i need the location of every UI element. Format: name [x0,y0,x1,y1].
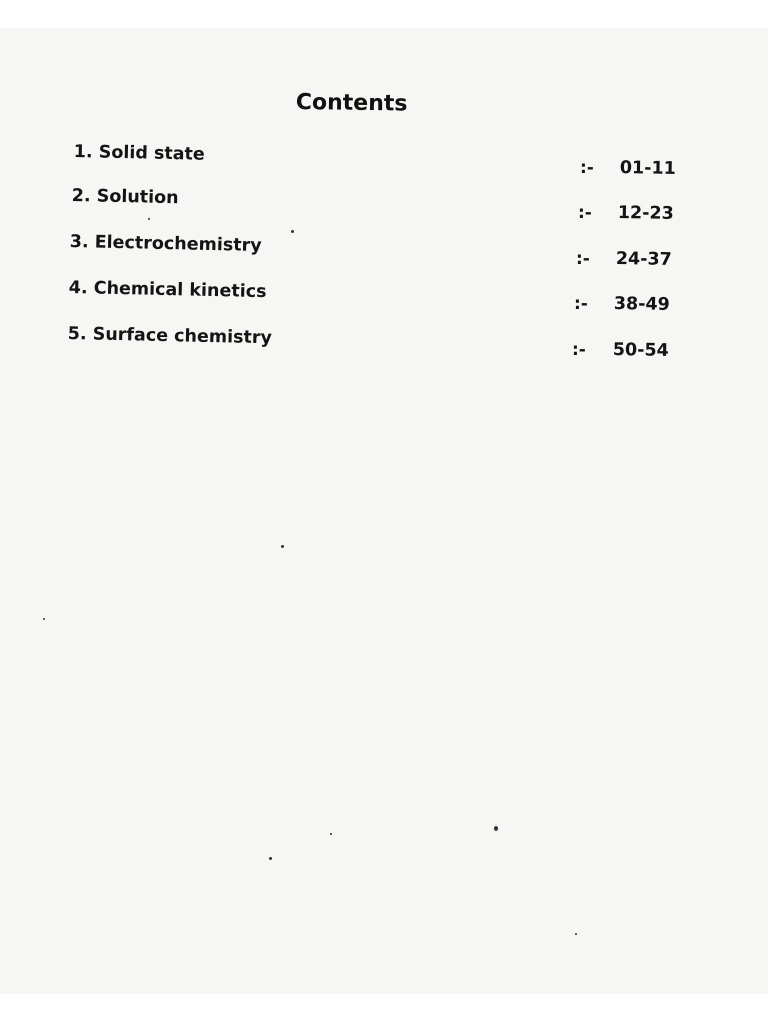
toc-entry-separator: :- [580,158,594,178]
toc-entry-pages: 01-11 [619,158,676,179]
scan-top-margin [0,0,768,28]
scan-speck [494,826,498,831]
toc-entry-label: 5. Surface chemistry [67,324,273,349]
scan-speck [43,618,45,620]
toc-entry-separator: :- [578,203,592,223]
toc-entry-label: 4. Chemical kinetics [68,278,267,303]
toc-entry-separator: :- [572,340,586,360]
toc-entry-label: 1. Solid state [73,142,205,165]
toc-entry-pages: 24-37 [615,249,672,270]
scan-speck [148,218,150,220]
scan-speck [575,933,577,935]
toc-entry-pages: 50-54 [612,340,669,361]
scan-speck [281,545,284,548]
toc-entry-pages: 38-49 [613,294,670,315]
toc-entry-label: 3. Electrochemistry [69,232,262,257]
toc-entry-pages: 12-23 [617,203,674,224]
scan-speck [269,857,272,860]
scan-speck [291,230,294,233]
toc-entry-separator: :- [576,249,590,269]
toc-entry-label: 2. Solution [71,186,179,209]
scan-speck [330,833,332,835]
page-title: Contents [295,90,408,117]
scan-bottom-margin [0,994,768,1024]
toc-entry-separator: :- [574,294,588,314]
